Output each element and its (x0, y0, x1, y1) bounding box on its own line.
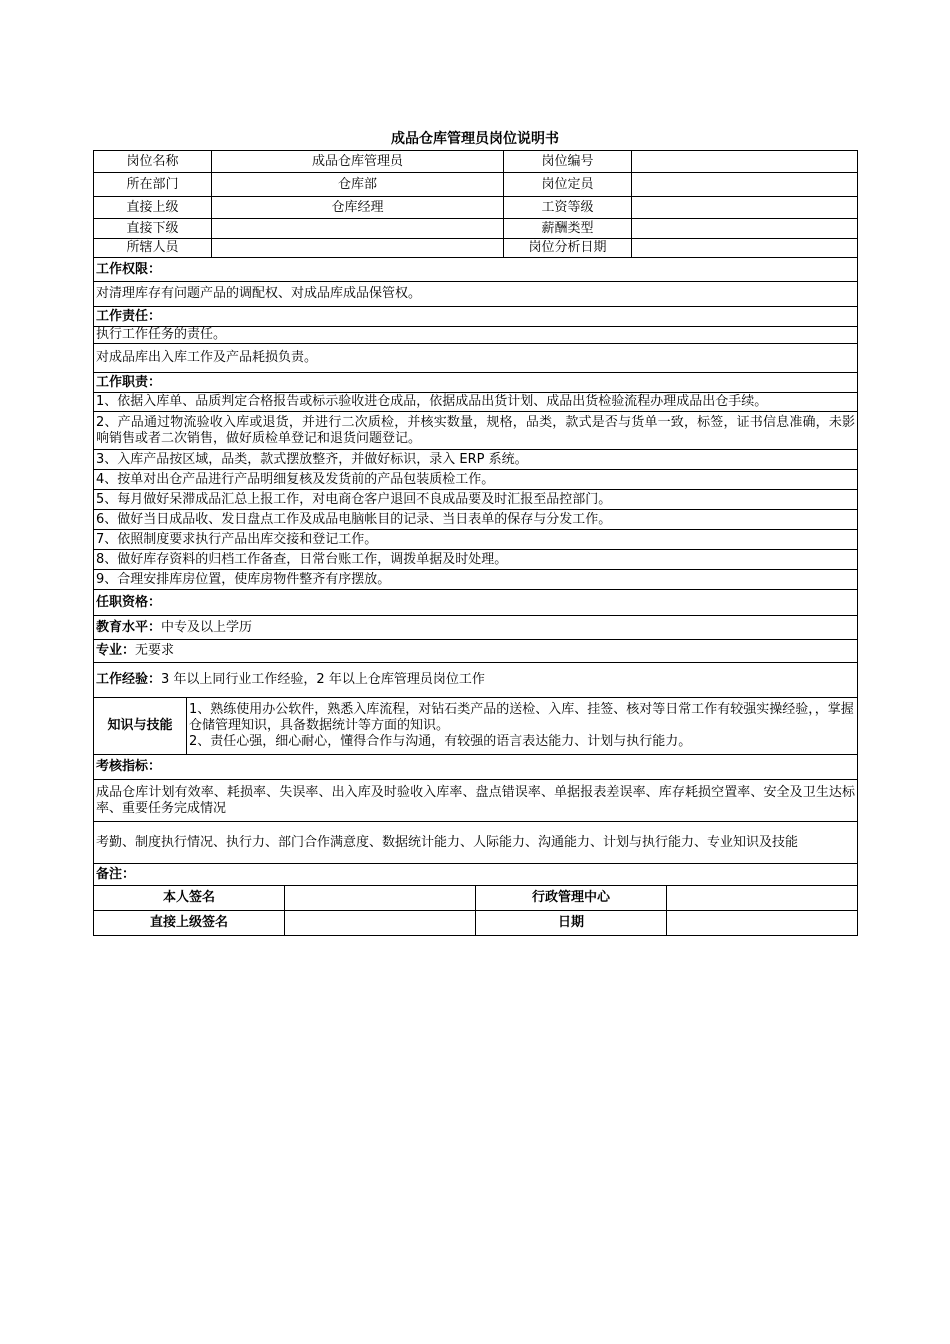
basic-info-table (93, 150, 858, 258)
duty-item: 8、做好库存资料的归档工作备查，日常台账工作，调拨单据及时处理。 (94, 550, 858, 570)
salary-grade-label: 工资等级 (504, 197, 632, 219)
education-label: 教育水平： (96, 619, 162, 635)
responsibility-item: 执行工作任务的责任。 (94, 327, 858, 344)
experience-label: 工作经验： (96, 672, 162, 687)
major-value: 无要求 (135, 643, 175, 658)
staff-value (212, 239, 504, 258)
self-signature-field[interactable] (285, 886, 476, 911)
duty-item: 5、每月做好呆滞成品汇总上报工作，对电商仓客户退回不良成品要及时汇报至品控部门。 (94, 490, 858, 510)
superior-label: 直接上级 (94, 197, 212, 219)
superior-value: 仓库经理 (212, 197, 504, 219)
qualification-heading: 任职资格： (94, 590, 858, 616)
major-row (94, 640, 858, 663)
responsibility-heading: 工作责任： (94, 307, 858, 327)
education-row (94, 616, 858, 640)
duty-item: 9、合理安排库房位置，使库房物件整齐有序摆放。 (94, 570, 858, 590)
assessment-item: 考勤、制度执行情况、执行力、部门合作满意度、数据统计能力、人际能力、沟通能力、计划与执行能力、专业知识及技能 (94, 822, 858, 864)
admin-center-label: 行政管理中心 (476, 886, 667, 911)
position-code-value (632, 151, 858, 173)
job-description-sheet (93, 150, 857, 936)
skills-cell (187, 698, 858, 755)
document-title: 成品仓库管理员岗位说明书 (391, 131, 559, 147)
superior-signature-label: 直接上级签名 (94, 911, 285, 936)
responsibility-item: 对成品库出入库工作及产品耗损负责。 (94, 344, 858, 373)
remarks-heading: 备注： (94, 864, 858, 886)
authority-text: 对清理库存有问题产品的调配权、对成品库成品保管权。 (94, 282, 858, 307)
skills-label: 知识与技能 (94, 698, 187, 755)
pay-type-label: 薪酬类型 (504, 219, 632, 239)
experience-value: 3 年以上同行业工作经验，2 年以上仓库管理员岗位工作 (161, 672, 485, 687)
skills-text: 2、责任心强，细心耐心，懂得合作与沟通，有较强的语言表达能力、计划与执行能力。 (189, 734, 692, 749)
duties-heading: 工作职责： (94, 373, 858, 393)
duty-item: 6、做好当日成品收、发日盘点工作及成品电脑帐目的记录、当日表单的保存与分发工作。 (94, 510, 858, 530)
details-table (93, 257, 858, 886)
headcount-value (632, 173, 858, 197)
duty-item: 4、按单对出仓产品进行产品明细复核及发货前的产品包装质检工作。 (94, 470, 858, 490)
position-name-value: 成品仓库管理员 (212, 151, 504, 173)
skills-row (94, 698, 858, 755)
info-row (94, 173, 858, 197)
subordinate-value (212, 219, 504, 239)
admin-center-field[interactable] (667, 886, 858, 911)
staff-label: 所辖人员 (94, 239, 212, 258)
info-row (94, 219, 858, 239)
self-signature-label: 本人签名 (94, 886, 285, 911)
headcount-label: 岗位定员 (504, 173, 632, 197)
signature-row (94, 886, 858, 911)
duty-item: 3、入库产品按区域，品类，款式摆放整齐，并做好标识，录入 ERP 系统。 (94, 450, 858, 470)
date-field[interactable] (667, 911, 858, 936)
education-value: 中专及以上学历 (161, 619, 253, 635)
major-label: 专业： (96, 643, 136, 658)
pay-type-value (632, 219, 858, 239)
salary-grade-value (632, 197, 858, 219)
department-label: 所在部门 (94, 173, 212, 197)
analysis-date-label: 岗位分析日期 (504, 239, 632, 258)
department-value: 仓库部 (212, 173, 504, 197)
duty-item: 1、依据入库单、品质判定合格报告或标示验收进仓成品，依据成品出货计划、成品出货检验流程办理成品出仓手续。 (94, 393, 858, 412)
subordinate-label: 直接下级 (94, 219, 212, 239)
skills-text: 1、熟练使用办公软件，熟悉入库流程，对钻石类产品的送检、入库、挂签、核对等日常工作有较强实操经验，，掌握仓储管理知识，具备数据统计等方面的知识。 (189, 702, 854, 733)
position-code-label: 岗位编号 (504, 151, 632, 173)
info-row (94, 197, 858, 219)
signature-table (93, 885, 858, 936)
experience-row (94, 663, 858, 698)
analysis-date-value (632, 239, 858, 258)
signature-row (94, 911, 858, 936)
superior-signature-field[interactable] (285, 911, 476, 936)
position-name-label: 岗位名称 (94, 151, 212, 173)
assessment-item: 成品仓库计划有效率、耗损率、失误率、出入库及时验收入库率、盘点错误率、单据报表差误率、库存耗损空置率、安全及卫生达标率、重要任务完成情况 (94, 780, 858, 822)
authority-heading: 工作权限： (94, 258, 858, 282)
duty-item: 7、依照制度要求执行产品出库交接和登记工作。 (94, 530, 858, 550)
date-label: 日期 (476, 911, 667, 936)
duty-item: 2、产品通过物流验收入库或退货，并进行二次质检，并核实数量，规格，品类，款式是否与货单一致，标签，证书信息准确，未影响销售或者二次销售，做好质检单登记和退货问题登记。 (94, 412, 858, 450)
info-row (94, 151, 858, 173)
info-row (94, 239, 858, 258)
assessment-heading: 考核指标： (94, 755, 858, 780)
